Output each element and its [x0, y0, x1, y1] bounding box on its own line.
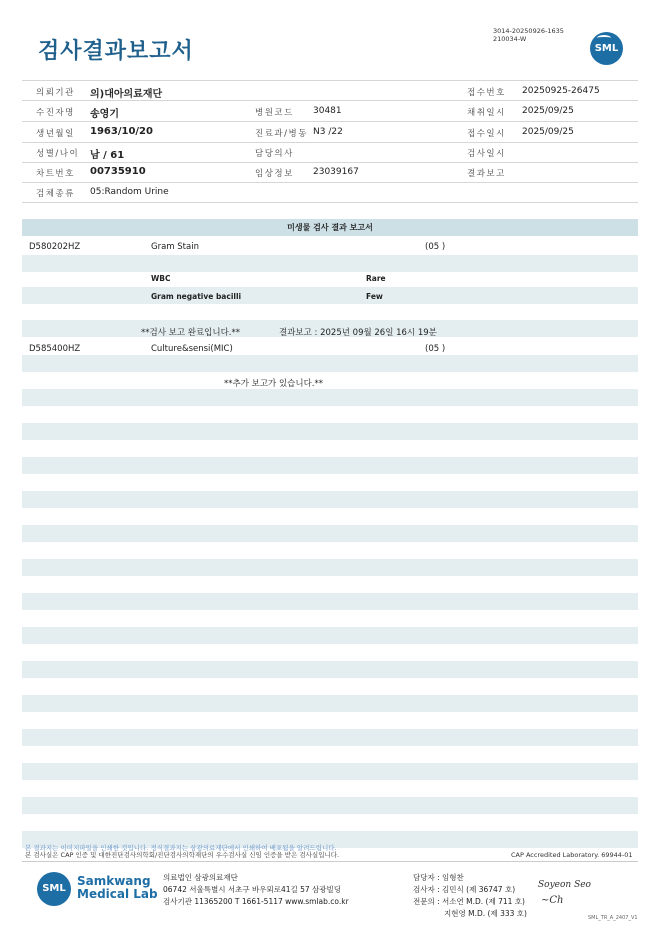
test2-name: Culture&sensi(MIC)	[151, 344, 233, 354]
info-value: 2025/09/25	[522, 106, 574, 116]
footer-divider	[22, 861, 638, 862]
info-row	[22, 162, 638, 183]
result-stripe	[22, 559, 638, 576]
sml-logo: SML	[590, 32, 623, 65]
result-stripe	[22, 255, 638, 272]
document-id	[493, 27, 564, 43]
info-label: 차트번호	[36, 169, 75, 179]
staff-line4: 지현영 M.D. (제 333 호)	[413, 909, 527, 918]
addr-line1: 의료법인 삼광의료재단	[163, 873, 238, 882]
info-value: 1963/10/20	[90, 126, 153, 137]
wbc-value: Rare	[366, 274, 386, 283]
info-value: 00735910	[90, 166, 146, 177]
brand-name	[77, 875, 158, 901]
page-title: 검사결과보고서	[38, 39, 194, 64]
report-time: 결과보고 : 2025년 09월 26일 16시 19분	[279, 328, 437, 338]
result-stripe	[22, 797, 638, 814]
info-label: 검체종류	[36, 189, 75, 199]
result-stripe	[22, 457, 638, 474]
info-value: 30481	[313, 106, 342, 116]
result-stripe	[22, 661, 638, 678]
addr-line2: 06742 서울특별시 서초구 바우뫼로41길 57 삼광빌딩	[163, 885, 342, 894]
result-stripe	[22, 355, 638, 372]
info-row	[22, 122, 638, 143]
info-value: 23039167	[313, 167, 359, 177]
test2-code: D585400HZ	[29, 344, 81, 354]
cap-accreditation: CAP Accredited Laboratory. 69944-01	[511, 851, 633, 859]
info-label: 성별/나이	[36, 149, 80, 159]
info-label: 수진자명	[36, 108, 75, 118]
info-value: 남 / 61	[90, 150, 125, 161]
brand-line2: Medical Lab	[77, 887, 158, 901]
staff-list	[413, 872, 527, 920]
info-label: 의뢰기관	[36, 88, 75, 98]
info-row	[22, 142, 638, 163]
result-stripe	[22, 593, 638, 610]
info-row	[22, 80, 638, 101]
test2-specimen: (05 )	[425, 344, 446, 354]
info-row	[22, 101, 638, 122]
gnb-value: Few	[366, 292, 383, 301]
info-label: 생년월일	[36, 129, 75, 139]
additional-note: **추가 보고가 있습니다.**	[224, 379, 324, 389]
info-value: 의)대아의료재단	[90, 89, 163, 100]
result-stripe	[22, 491, 638, 508]
info-label: 임상정보	[255, 169, 294, 179]
document-id-line2: 210034-W	[493, 35, 527, 43]
staff-line3: 전문의 : 서소연 M.D. (제 711 호)	[413, 897, 525, 906]
info-label: 검사일시	[467, 149, 506, 159]
info-label: 접수번호	[467, 88, 506, 98]
result-stripe	[22, 627, 638, 644]
wbc-label: WBC	[151, 274, 171, 283]
info-label: 담당의사	[255, 149, 294, 159]
brand-logo: SML	[37, 872, 71, 906]
result-stripe	[22, 525, 638, 542]
form-number: SML_TR_A_2407_V1	[588, 915, 638, 921]
test1-name: Gram Stain	[151, 242, 199, 252]
info-value: N3 /22	[313, 127, 343, 137]
test1-specimen: (05 )	[425, 242, 446, 252]
info-value: 20250925-26475	[522, 86, 600, 96]
test1-code: D580202HZ	[29, 242, 81, 252]
addr-line3: 검사기관 11365200 T 1661-5117 www.smlab.co.kr	[163, 897, 349, 906]
lab-address	[163, 872, 349, 908]
staff-line2: 검사자 : 김민식 (제 36747 호)	[413, 885, 516, 894]
info-label: 결과보고	[467, 169, 506, 179]
cap-disclaimer: 본 검사실은 CAP 인증 및 대한진단검사의학회/진단검사의학재단의 우수검사실 신임 인증을 받은 검사실입니다.	[25, 851, 340, 859]
section-title: 미생물 검사 결과 보고서	[22, 219, 638, 236]
info-value: 송영기	[90, 109, 119, 120]
info-label: 채취일시	[467, 108, 506, 118]
result-stripe	[22, 423, 638, 440]
signature-1: Soyeon Seo	[538, 880, 591, 890]
info-label: 병원코드	[255, 108, 294, 118]
document-id-line1: 3014-20250926-1635	[493, 27, 564, 35]
result-stripe	[22, 287, 638, 304]
info-label: 진료과/병동	[255, 129, 308, 139]
signature-2: ~Ch	[541, 895, 564, 906]
result-stripe	[22, 763, 638, 780]
result-stripe	[22, 729, 638, 746]
gnb-label: Gram negative bacilli	[151, 292, 242, 301]
info-value: 2025/09/25	[522, 127, 574, 137]
result-stripe	[22, 389, 638, 406]
info-row	[22, 182, 638, 203]
complete-note: **검사 보고 완료입니다.**	[141, 328, 241, 338]
info-label: 접수일시	[467, 129, 506, 139]
info-value: 05:Random Urine	[90, 187, 169, 197]
brand-line1: Samkwang	[77, 874, 151, 888]
image-disclaimer: 본 결과지는 이미지파일을 인쇄한 것입니다. 정식결과지는 삼광의료재단에서 인쇄하여 배포됨을 알려드립니다.	[25, 844, 337, 852]
staff-line1: 담당자 : 임형찬	[413, 873, 464, 882]
result-stripe	[22, 695, 638, 712]
